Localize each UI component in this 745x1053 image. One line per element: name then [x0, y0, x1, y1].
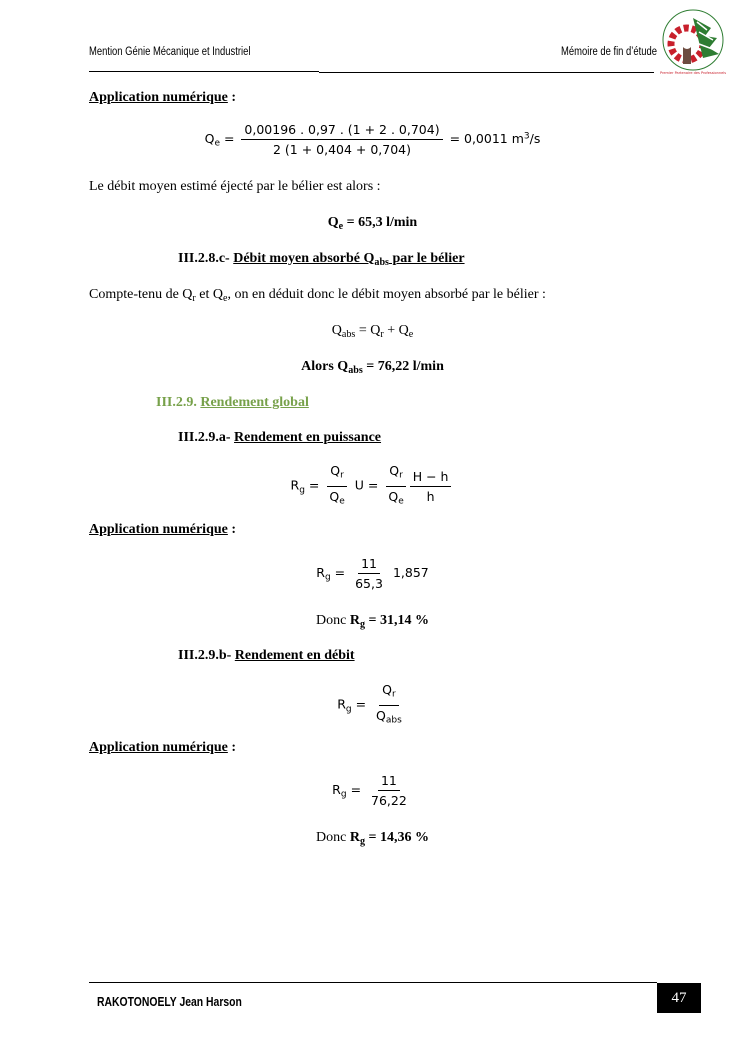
app-numerique-heading-3: Application numérique :: [89, 740, 237, 755]
equation-rg-debit: $R_g$ = $\frac{Q_r}{Q_{abs}}$: [337, 682, 402, 726]
qabs-equation: $Q_{abs} = Q_r + Q_e$: [331, 323, 414, 341]
paragraph-debit-moyen: Le débit moyen estimé éjecté par le bélier est alors :: [89, 179, 381, 194]
header-rule-right: [319, 72, 654, 73]
qabs-result: Alors $Q_{abs} = 76,22$ l/min: [301, 359, 444, 377]
footer-author: RAKOTONOELY Jean Harson: [97, 994, 242, 1009]
equation-rg-puissance: $R_g$ = $\frac{Q_r}{Q_e}$ U = $\frac{Q_r}{Q_e}$ $\frac{H - h}{h}$: [0, 463, 745, 509]
page-number: 47: [657, 983, 701, 1013]
donc-rg-31: Donc $R_g = 31,14$ %: [316, 613, 429, 631]
donc-rg-14: Donc $R_g = 14,36$ %: [316, 830, 429, 848]
header-left-title: Mention Génie Mécanique et Industriel: [89, 46, 251, 58]
logo-emblem-icon: [659, 8, 729, 82]
header-right-title: Mémoire de fin d’étude: [561, 46, 657, 58]
heading-iii-2-9: III.2.9. Rendement global: [156, 395, 309, 410]
equation-qe: $Q_e$ = $\frac{0,00196 . 0,97 . (1 + 2 . 0,704)}{2 (1 + 0,404 + 0,704)}$ = 0,0011 $m^3/s$: [204, 122, 541, 157]
header-rule-left: [89, 71, 319, 72]
heading-iii-2-9-b: III.2.9.b- Rendement en débit: [178, 648, 355, 663]
equation-rg-numerique-1: $R_g$ = $\frac{11}{65,3}$ 1,857: [316, 556, 429, 591]
qe-result: $Q_e = 65,3$ l/min: [327, 215, 418, 233]
equation-rg-numerique-2: $R_g$ = $\frac{11}{76,22}$: [332, 773, 407, 808]
paragraph-compte-tenu: Compte-tenu de $Q_r$ et $Q_e$, on en déduit donc le débit moyen absorbé par le bélier :: [89, 287, 546, 305]
heading-iii-2-8-c: III.2.8.c- Débit moyen absorbé $Q_{abs}$ par le bélier: [178, 251, 465, 269]
institution-logo: [659, 8, 729, 82]
app-numerique-heading-2: Application numérique :: [89, 522, 237, 537]
qe-fraction: $\frac{0,00196 . 0,97 . (1 + 2 . 0,704)}{2 (1 + 0,404 + 0,704)}$: [241, 122, 442, 157]
heading-iii-2-9-a: III.2.9.a- Rendement en puissance: [178, 430, 382, 445]
app-numerique-heading-1: Application numérique :: [89, 90, 237, 105]
logo-tagline: Premier Partenaire des Professionnels: [659, 71, 727, 75]
footer-rule: [89, 982, 657, 983]
